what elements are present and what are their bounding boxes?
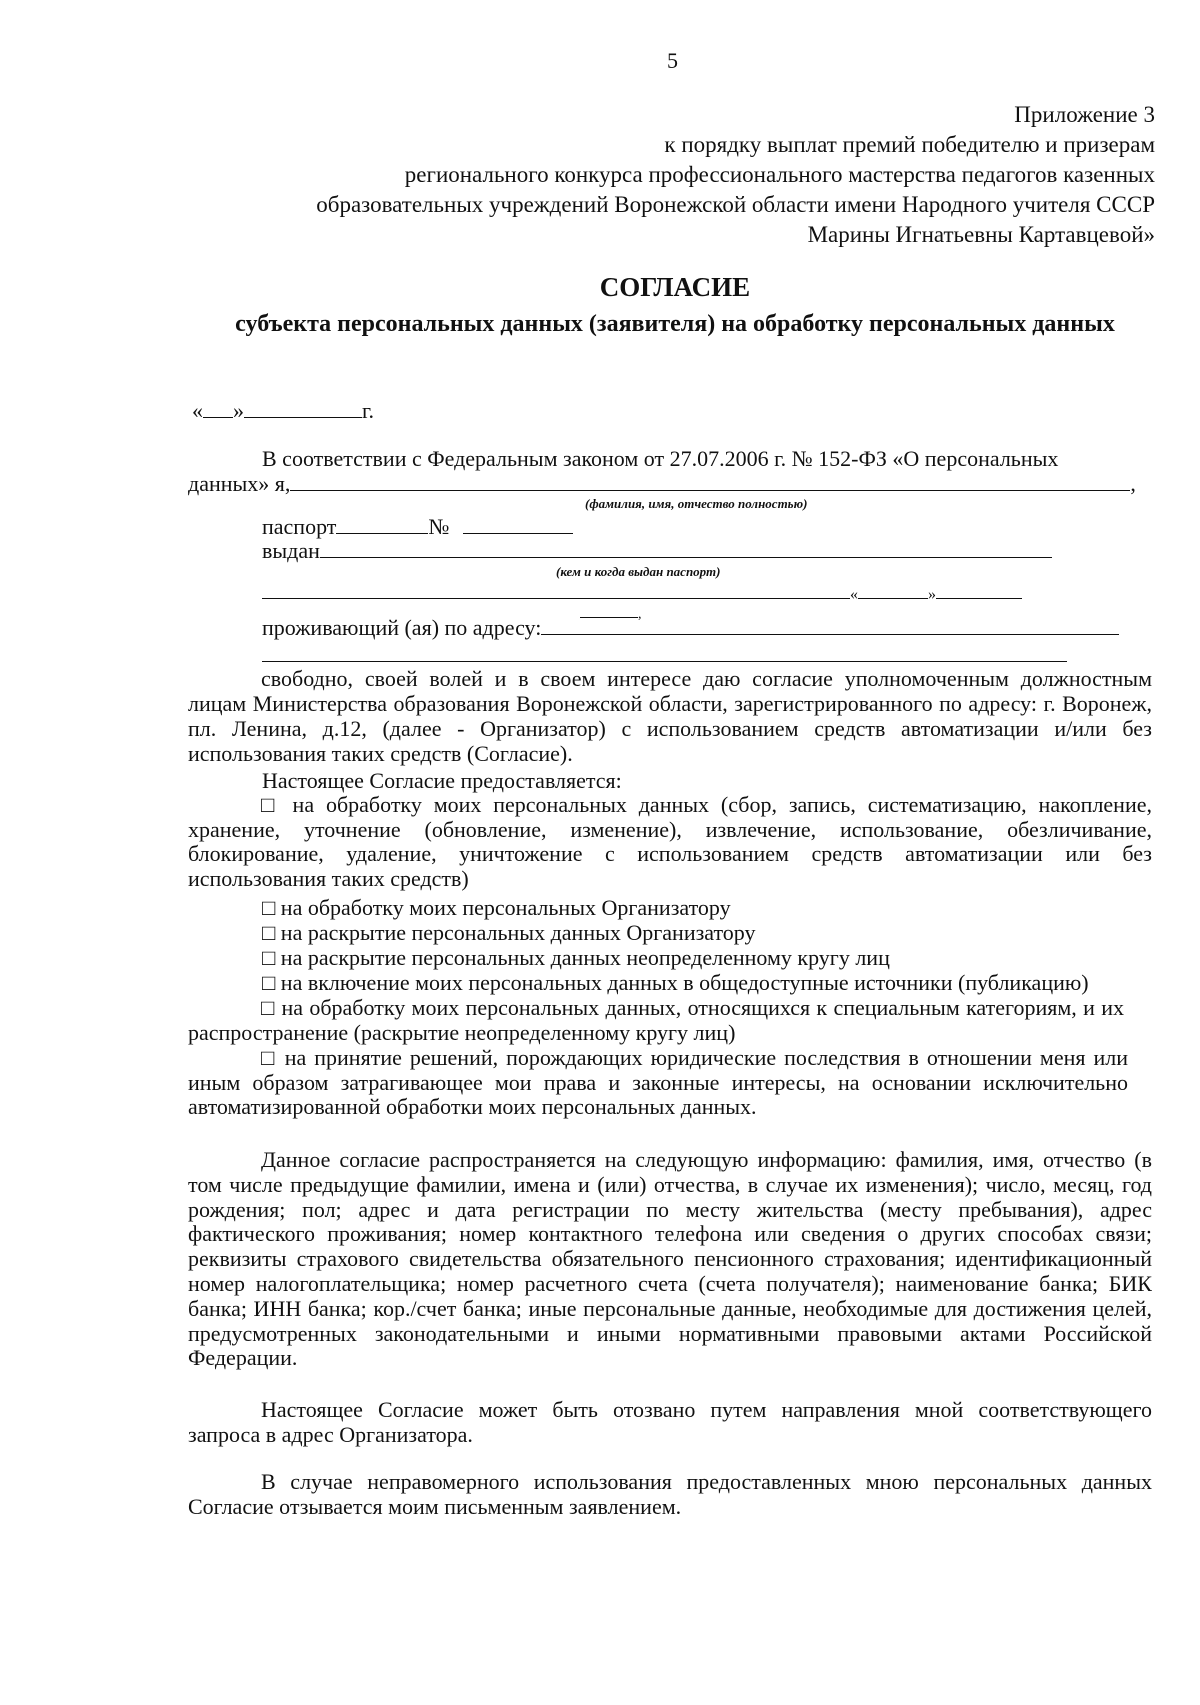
option-text: на обработку моих персональных данных (сбор, запись, систематизацию, накопление, хранение, уточнение (обновление, изменение), извлечение, использование, обезличивание, блокирование, удаление, уничтожение с использованием средств автоматизации или без использования таких средств)	[188, 792, 1152, 891]
option-text: на обработку моих персональных данных, относящихся к специальным категориям, и их распространение (раскрытие неопределенному кругу лиц)	[188, 995, 1125, 1045]
passport-number-blank[interactable]	[463, 513, 573, 534]
checkbox-icon[interactable]: □	[261, 1045, 277, 1070]
consent-paragraph	[188, 666, 1152, 766]
issued-month-blank[interactable]	[936, 578, 1022, 599]
address-line	[262, 614, 1119, 641]
option-text: на обработку моих персональных Организатору	[280, 895, 731, 920]
address-blank[interactable]	[541, 614, 1119, 635]
number-label: №	[428, 514, 450, 539]
option-4	[262, 946, 890, 970]
issued-label: выдан	[262, 538, 320, 563]
page-number: 5	[667, 48, 678, 73]
date-open-quote: «	[192, 398, 203, 423]
address-line-2	[262, 642, 1067, 668]
option-2	[262, 896, 731, 920]
option-6	[188, 996, 1124, 1045]
intro-line-2	[188, 470, 1136, 497]
year-suffix: г.	[362, 398, 375, 423]
checkbox-icon[interactable]: □	[262, 970, 276, 995]
option-text: на раскрытие персональных данных неопределенному кругу лиц	[280, 945, 890, 970]
issued-day-blank[interactable]	[858, 578, 928, 599]
checkbox-icon[interactable]: □	[262, 895, 276, 920]
appendix-line: образовательных учреждений Воронежской области имени Народного учителя СССР	[316, 192, 1155, 217]
fio-blank[interactable]	[290, 470, 1130, 491]
revoke-paragraph	[188, 1398, 1152, 1447]
appendix-line: Марины Игнатьевны Картавцевой»	[807, 222, 1155, 247]
option-text: на раскрытие персональных данных Организатору	[280, 920, 756, 945]
appendix-line: к порядку выплат премий победителю и призерам	[664, 132, 1155, 157]
appendix-header	[195, 100, 1155, 250]
intro-text: данных» я,	[188, 471, 291, 496]
revoke-text: Настоящее Согласие может быть отозвано путем направления мной соответствующего запроса в адрес Организатора.	[188, 1397, 1152, 1447]
address-label: проживающий (ая) по адресу:	[262, 615, 542, 640]
info-text: Данное согласие распространяется на следующую информацию: фамилия, имя, отчество (в том числе предыдущие фамилии, имена и (или) отчества, в случае их изменения); число, месяц, год рождения; пол; адрес и дата регистрации по месту жительства (месту пребывания), адрес фактического проживания; номер контактного телефона или сведения о других способах связи; реквизиты страхового свидетельства обязательного пенсионного страхования; идентификационный номер налогоплательщика; номер расчетного счета (счета получателя); наименование банка; БИК банка; ИНН банка; кор./счет банка; иные персональные данные, необходимые для достижения целей, предусмотренных законодательными и иными нормативными правовыми актами Российской Федерации.	[188, 1147, 1152, 1371]
issued-line	[262, 537, 1052, 564]
issued-continuation-blank[interactable]	[262, 578, 850, 599]
date-line	[192, 397, 374, 424]
intro-line-1: В соответствии с Федеральным законом от 27.07.2006 г. № 152-ФЗ «О персональных	[262, 446, 1059, 471]
passport-series-blank[interactable]	[336, 513, 428, 534]
issued-date-line	[262, 578, 1022, 608]
option-3	[262, 921, 756, 945]
quote-close: »	[928, 586, 936, 603]
issued-hint: (кем и когда выдан паспорт)	[556, 564, 721, 579]
misuse-text: В случае неправомерного использования предоставленных мною персональных данных Согласие отзывается моим письменным заявлением.	[188, 1469, 1152, 1519]
checkbox-icon[interactable]: □	[261, 995, 276, 1020]
address-blank-2[interactable]	[262, 649, 1067, 662]
document-title: СОГЛАСИЕ	[599, 272, 751, 302]
provided-heading: Настоящее Согласие предоставляется:	[262, 768, 622, 793]
option-text: на принятие решений, порождающих юридические последствия в отношении меня или иным образом затрагивающее мои права и законные интересы, на основании исключительно автоматизированной обработки моих персональных данных.	[188, 1045, 1128, 1119]
option-7	[188, 1046, 1128, 1120]
info-paragraph	[188, 1148, 1152, 1371]
day-blank[interactable]	[203, 397, 233, 418]
option-1	[188, 793, 1152, 891]
checkbox-icon[interactable]: □	[262, 945, 276, 970]
checkbox-icon[interactable]: □	[262, 920, 276, 945]
passport-line	[262, 513, 573, 540]
passport-label: паспорт	[262, 514, 337, 539]
fio-hint: (фамилия, имя, отчество полностью)	[585, 496, 808, 511]
document-subtitle: субъекта персональных данных (заявителя) на обработку персональных данных	[235, 311, 1115, 337]
appendix-line: регионального конкурса профессионального мастерства педагогов казенных	[404, 162, 1155, 187]
option-text: на включение моих персональных данных в общедоступные источники (публикацию)	[280, 970, 1089, 995]
option-5	[262, 971, 1089, 995]
consent-text: свободно, своей волей и в своем интересе даю согласие уполномоченным должностным лицам Министерства образования Воронежской области, зарегистрированного по адресу: г. Воронеж, пл. Ленина, д.12, (далее - Организатор) с использованием средств автоматизации и/или без использования таких средств (Согласие).	[188, 666, 1152, 766]
date-close-quote: »	[233, 398, 244, 423]
month-blank[interactable]	[244, 397, 362, 418]
comma: ,	[1130, 471, 1136, 496]
quote-open: «	[850, 586, 858, 603]
small-comma: ,	[638, 607, 642, 622]
checkbox-icon[interactable]: □	[261, 792, 281, 817]
issued-by-blank[interactable]	[320, 537, 1052, 558]
appendix-line: Приложение 3	[1014, 102, 1155, 127]
misuse-paragraph	[188, 1470, 1152, 1519]
